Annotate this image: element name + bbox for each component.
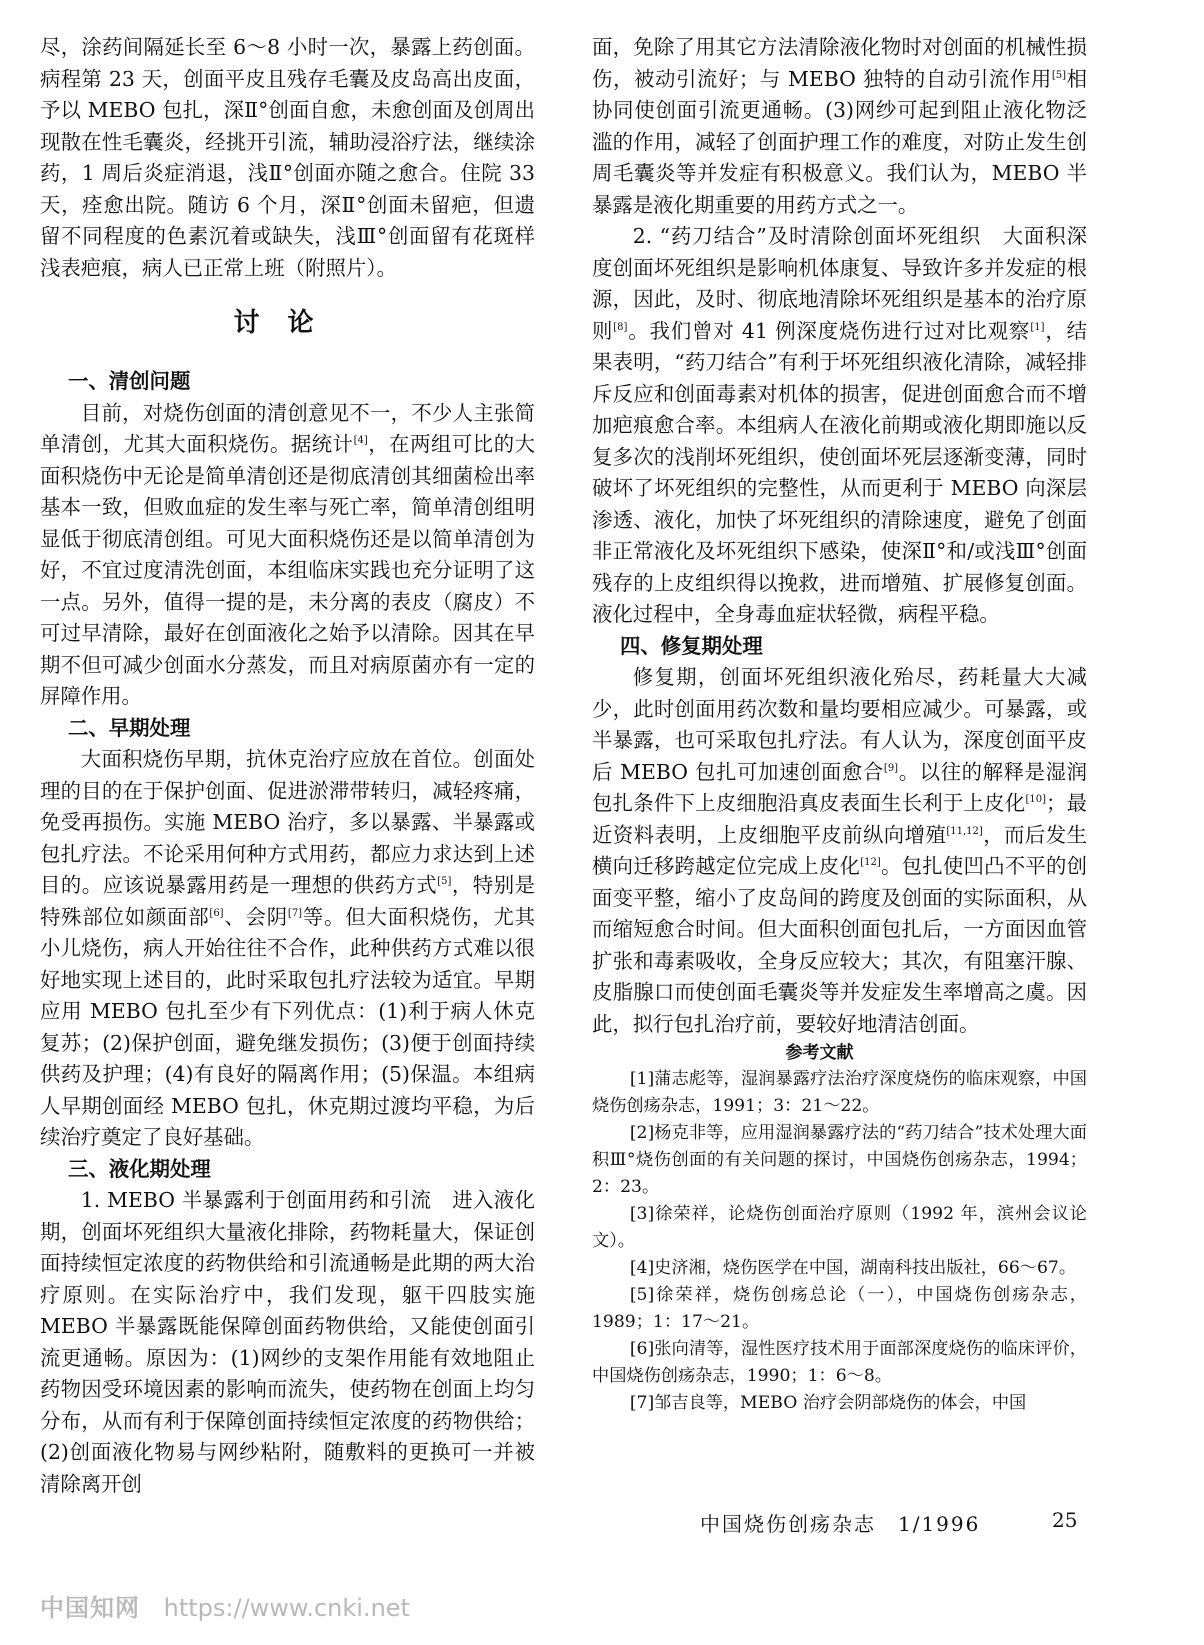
- citation-marker: [7]: [287, 907, 303, 919]
- sec3-heading: 三、液化期处理: [68, 1156, 211, 1181]
- sec3-paragraph: 1. MEBO 半暴露利于创面用药和引流 进入液化期，创面坏死组织大量液化排除，药物耗量大，保证创面持续恒定浓度的药物供给和引流通畅是此期的两大治疗原则。在实际治疗中，我们发现，躯干四肢实施 MEBO 半暴露既能保障创面药物供给，又能使创面引流更通畅。原因为：(1)网纱的支架作用能有效地阻止药物因受环境因素的影响而流失，使药物在创面上均匀分布，从而有利于保障创面持续恒定浓度的药物供给；(2)创面液化物易与网纱粘附，随敷料的更换可一并被清除离开创: [40, 1188, 535, 1496]
- reference-item: [3]徐荣祥，论烧伤创面治疗原则（1992 年，滨州会议论文）。: [592, 1204, 1087, 1251]
- citation-marker: [5]: [437, 876, 452, 888]
- citation-marker: [4]: [353, 435, 368, 447]
- sec2-heading: 二、早期处理: [68, 715, 191, 740]
- reference-item: [2]杨克非等，应用湿润暴露疗法的“药刀结合”技术处理大面积Ⅲ°烧伤创面的有关问题的探讨，中国烧伤创疡杂志，1994；2：23。: [592, 1123, 1087, 1197]
- cnki-url: https://www.cnki.net: [163, 1594, 410, 1622]
- intro-paragraph: 尽，涂药间隔延长至 6～8 小时一次，暴露上药创面。病程第 23 天，创面平皮且残存毛囊及皮岛高出皮面，予以 MEBO 包扎，深Ⅱ°创面自愈，未愈创面及创周出现散在性毛囊炎，经挑开引流，辅助浸浴疗法，继续涂药，1 周后炎症消退，浅Ⅱ°创面亦随之愈合。住院 33 天，痊愈出院。随访 6 个月，深Ⅱ°创面未留疤，但遗留不同程度的色素沉着或缺失，浅Ⅲ°创面留有花斑样浅表疤痕，病人已正常上班（附照片）。: [40, 35, 535, 280]
- reference-item: [5]徐荣祥，烧伤创疡总论（一），中国烧伤创疡杂志，1989；1：17～21。: [592, 1285, 1087, 1332]
- citation-marker: [1]: [1030, 321, 1045, 333]
- citation-marker: [11,12]: [946, 825, 983, 837]
- cnki-watermark: [40, 1588, 410, 1623]
- reference-item: [6]张向清等，湿性医疗技术用于面部深度烧伤的临床评价，中国烧伤创疡杂志，1990；1：6～8。: [592, 1339, 1087, 1386]
- right-column: [592, 32, 1087, 1417]
- reference-item: [1]蒲志彪等，湿润暴露疗法治疗深度烧伤的临床观察，中国烧伤创疡杂志，1991；3：21～22。: [592, 1069, 1087, 1116]
- right-paragraph-2: 2. “药刀结合”及时清除创面坏死组织 大面积深度创面坏死组织是影响机体康复、导致许多并发症的根源，因此，及时、彻底地清除坏死组织是基本的治疗原则[8]。我们曾对 41 例深度烧伤进行过对比观察[1]，结果表明，“药刀结合”有利于坏死组织液化清除，减轻排斥反应和创面毒素对机体的损害，促进创面愈合而不增加疤痕愈合率。本组病人在液化前期或液化期即施以反复多次的浅削坏死组织，使创面坏死层逐渐变薄，同时破坏了坏死组织的完整性，从而更利于 MEBO 向深层渗透、液化，加快了坏死组织的清除速度，避免了创面非正常液化及坏死组织下感染，使深Ⅱ°和/或浅Ⅲ°创面残存的上皮组织得以挽救，进而增殖、扩展修复创面。液化过程中，全身毒血症状轻微，病程平稳。: [592, 224, 1087, 626]
- sec4-heading: 四、修复期处理: [620, 633, 763, 658]
- sec1-paragraph: 目前，对烧伤创面的清创意见不一，不少人主张简单清创，尤其大面积烧伤。据统计[4]，在两组可比的大面积烧伤中无论是简单清创还是彻底清创其细菌检出率基本一致，但败血症的发生率与死亡率，简单清创组明显低于彻底清创组。可见大面积烧伤还是以简单清创为好，不宜过度清洗创面，本组临床实践也充分证明了这一点。另外，值得一提的是，未分离的表皮（腐皮）不可过早清除，最好在创面液化之始予以清除。因其在早期不但可减少创面水分蒸发，而且对病原菌亦有一定的屏障作用。: [40, 400, 536, 708]
- left-column: [40, 32, 535, 1500]
- citation-marker: [5]: [1051, 69, 1067, 81]
- citation-marker: [8]: [613, 321, 628, 333]
- sec1-heading: 一、清创问题: [68, 369, 191, 393]
- footer-journal-name: 中国烧伤创疡杂志 1/1996: [700, 1512, 981, 1536]
- citation-marker: [6]: [209, 907, 224, 919]
- right-paragraph-1: 面，免除了用其它方法清除液化物时对创面的机械性损伤，被动引流好；与 MEBO 独特的自动引流作用[5]相协同使创面引流更通畅。(3)网纱可起到阻止液化物泛滥的作用，减轻了创面护理工作的难度，对防止发生创周毛囊炎等并发症有积极意义。我们认为，MEBO 半暴露是液化期重要的用药方式之一。: [592, 35, 1088, 217]
- reference-item: [4]史济湘，烧伤医学在中国，湖南科技出版社，66～67。: [629, 1258, 1077, 1278]
- citation-marker: [9]: [883, 762, 899, 774]
- cnki-logo: 中国知网: [40, 1594, 140, 1622]
- sec2-paragraph: 大面积烧伤早期，抗休克治疗应放在首位。创面处理的目的在于保护创面、促进淤滞带转归，减轻疼痛，免受再损伤。实施 MEBO 治疗，多以暴露、半暴露或包扎疗法。不论采用何种方式用药，都应力求达到上述目的。应该说暴露用药是一理想的供药方式[5]，特别是特殊部位如颜面部[6]、会阴[7]等。但大面积烧伤，尤其小儿烧伤，病人开始往往不合作，此种供药方式难以很好地实现上述目的，此时采取包扎疗法较为适宜。早期应用 MEBO 包扎至少有下列优点：(1)利于病人休克复苏；(2)保护创面，避免继发损伤；(3)便于创面持续供药及护理；(4)有良好的隔离作用；(5)保温。本组病人早期创面经 MEBO 包扎，休克期过渡均平稳，为后续治疗奠定了良好基础。: [40, 747, 536, 1149]
- citation-marker: [12]: [860, 857, 881, 869]
- page-number: 25: [1052, 1508, 1078, 1532]
- section-title: 讨论: [233, 308, 342, 338]
- references-list: [592, 1066, 1087, 1417]
- references-title: 参考文献: [785, 1043, 854, 1063]
- reference-item: [7]邹吉良等，MEBO 治疗会阴部烧伤的体会，中国: [629, 1393, 1027, 1413]
- sec4-paragraph: 修复期，创面坏死组织液化殆尽，药耗量大大减少，此时创面用药次数和量均要相应减少。可暴露，或半暴露，也可采取包扎疗法。有人认为，深度创面平皮后 MEBO 包扎可加速创面愈合[9]。以往的解释是湿润包扎条件下上皮细胞沿真皮表面生长利于上皮化[10]；最近资料表明，上皮细胞平皮前纵向增殖[11,12]，而后发生横向迁移跨越定位完成上皮化[12]。包扎使凹凸不平的创面变平整，缩小了皮岛间的跨度及创面的实际面积，从而缩短愈合时间。但大面积创面包扎后，一方面因血管扩张和毒素吸收，全身反应较大；其次，有阻塞汗腺、皮脂腺口而使创面毛囊炎等并发症发生率增高之虞。因此，拟行包扎治疗前，要较好地清洁创面。: [592, 665, 1088, 1036]
- citation-marker: [10]: [1025, 794, 1046, 806]
